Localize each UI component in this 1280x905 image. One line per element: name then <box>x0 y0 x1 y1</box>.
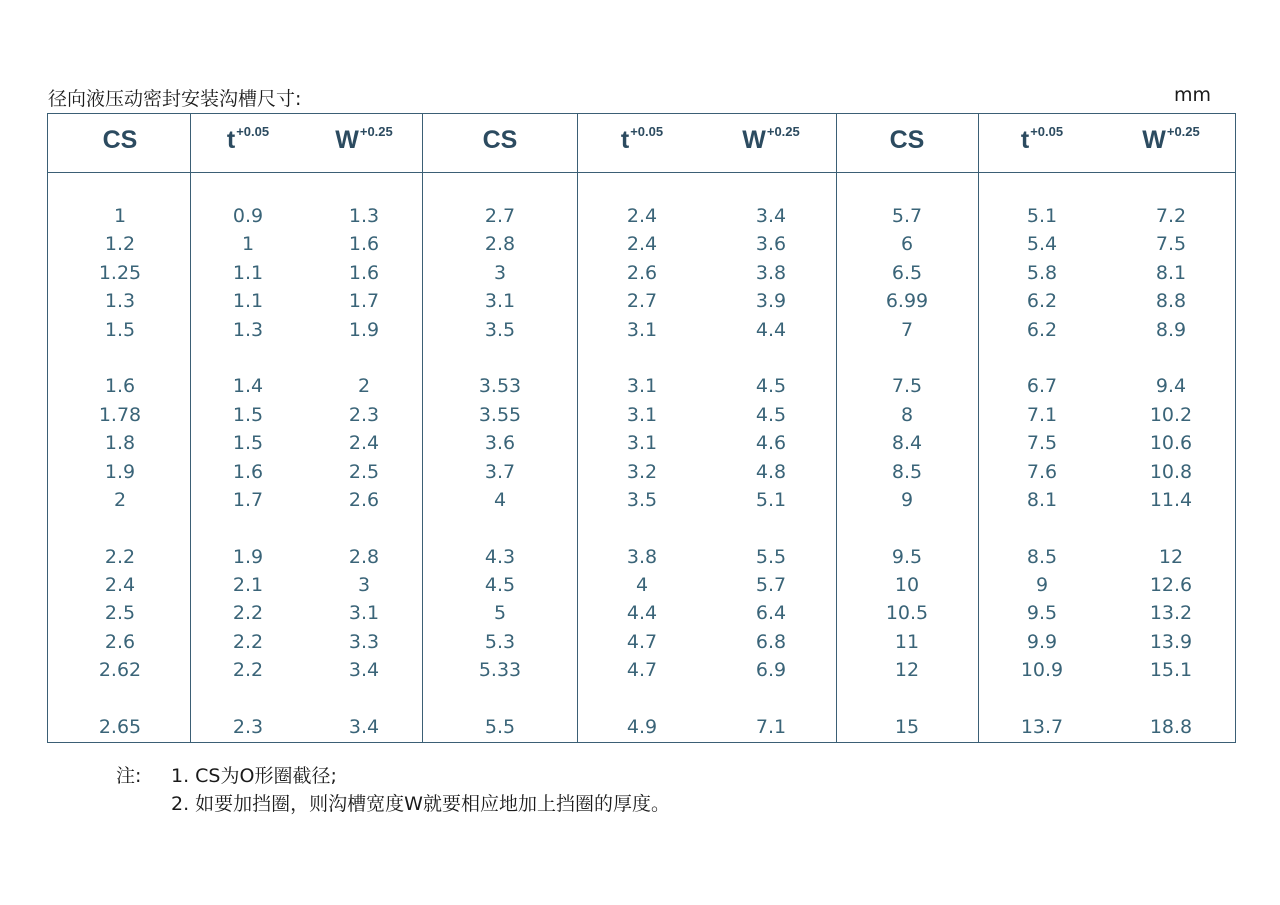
group-spacer <box>99 514 141 542</box>
table-cell: 1.9 <box>104 460 136 483</box>
table-cell: 3.9 <box>755 290 787 313</box>
table-cell: 6.8 <box>755 630 787 653</box>
table-cell: 3 <box>493 261 507 284</box>
table-cell: 2.6 <box>104 630 136 653</box>
table-cell: 3.1 <box>626 403 658 426</box>
table-cell: 1.6 <box>104 375 136 398</box>
table-cell: 2.2 <box>232 602 264 625</box>
table-cell: 4.5 <box>755 403 787 426</box>
table-cell: 15.1 <box>1149 659 1193 682</box>
table-cell: 4.3 <box>484 545 516 568</box>
table-cell: 5.1 <box>1026 205 1058 227</box>
table-cell: 7.2 <box>1155 205 1187 227</box>
table-cell: 6.5 <box>891 261 923 284</box>
header-cs: CS <box>482 126 518 154</box>
table-cell: 13.9 <box>1149 630 1193 653</box>
table-cell: 2.1 <box>232 574 264 597</box>
table-cell: 6 <box>900 233 914 256</box>
header-w: $W^{+0.25}$ <box>742 124 800 154</box>
notes-prefix: 注: <box>116 765 142 787</box>
column-w <box>349 202 379 741</box>
table-cell: 5.33 <box>478 659 522 682</box>
table-cell: 8.5 <box>891 460 923 483</box>
group-spacer <box>479 685 521 713</box>
table-cell: 2.4 <box>626 233 658 256</box>
table-cell: 1.6 <box>348 261 380 284</box>
group-spacer <box>886 685 928 713</box>
table-cell: 3.2 <box>626 460 658 483</box>
group-spacer <box>479 514 521 542</box>
column-w <box>756 202 786 741</box>
table-cell: 3.8 <box>755 261 787 284</box>
group-spacer <box>233 344 263 372</box>
header-w: $W^{+0.25}$ <box>335 124 393 154</box>
table-cell: 3 <box>357 574 371 597</box>
table-cell: 5.5 <box>755 545 787 568</box>
group-spacer <box>627 685 657 713</box>
table-cell: 2.2 <box>232 630 264 653</box>
table-cell: 1.9 <box>348 318 380 341</box>
table-cell: 13.2 <box>1149 602 1193 625</box>
table-cell: 4 <box>493 488 507 511</box>
column-divider <box>978 114 979 742</box>
table-cell: 3.7 <box>484 460 516 483</box>
table-cell: 1.7 <box>232 488 264 511</box>
table-cell: 6.99 <box>885 290 929 313</box>
table-cell: 3.5 <box>626 488 658 511</box>
group-spacer <box>627 514 657 542</box>
group-spacer <box>1021 685 1063 713</box>
table-cell: 6.2 <box>1026 290 1058 313</box>
table-cell: 1.3 <box>104 290 136 313</box>
table-cell: 6.2 <box>1026 318 1058 341</box>
header-t: $t^{+0.05}$ <box>620 124 664 154</box>
table-cell: 7.5 <box>891 375 923 398</box>
group-spacer <box>886 514 928 542</box>
table-cell: 10.6 <box>1149 432 1193 455</box>
table-cell: 2.4 <box>104 574 136 597</box>
header-t: $t^{+0.05}$ <box>1020 124 1064 154</box>
table-cell: 18.8 <box>1149 716 1193 739</box>
table-cell: 6.7 <box>1026 375 1058 398</box>
group-spacer <box>99 685 141 713</box>
table-cell: 2.3 <box>232 716 264 739</box>
unit-label: mm <box>1174 84 1212 106</box>
table-cell: 3.55 <box>478 403 522 426</box>
table-cell: 8 <box>900 403 914 426</box>
groove-dimension-table <box>47 113 1236 743</box>
table-caption: 径向液压动密封安装沟槽尺寸: <box>48 88 302 110</box>
group-spacer <box>99 344 141 372</box>
table-cell: 3.6 <box>484 432 516 455</box>
table-cell: 9.5 <box>1026 602 1058 625</box>
table-cell: 7 <box>900 318 914 341</box>
table-cell: 0.9 <box>232 205 264 227</box>
table-cell: 10.2 <box>1149 403 1193 426</box>
table-cell: 2.5 <box>348 460 380 483</box>
table-cell: 9.5 <box>891 545 923 568</box>
table-cell: 2.7 <box>626 290 658 313</box>
column-t <box>233 202 263 741</box>
table-cell: 1.6 <box>348 233 380 256</box>
table-cell: 2 <box>113 488 127 511</box>
table-cell: 2.7 <box>484 205 516 227</box>
table-cell: 5.5 <box>484 716 516 739</box>
table-cell: 2.2 <box>232 659 264 682</box>
table-cell: 8.8 <box>1155 290 1187 313</box>
table-cell: 4.6 <box>755 432 787 455</box>
note-line: 2. 如要加挡圈，则沟槽宽度W就要相应地加上挡圈的厚度。 <box>171 793 670 815</box>
table-cell: 3.1 <box>626 432 658 455</box>
table-cell: 7.5 <box>1026 432 1058 455</box>
table-cell: 3.5 <box>484 318 516 341</box>
table-cell: 1.7 <box>348 290 380 313</box>
header-t: $t^{+0.05}$ <box>226 124 270 154</box>
column-divider <box>422 114 423 742</box>
header-cs: CS <box>889 126 925 154</box>
group-spacer <box>349 685 379 713</box>
table-cell: 1.5 <box>232 432 264 455</box>
table-cell: 2.6 <box>348 488 380 511</box>
table-cell: 5 <box>493 602 507 625</box>
table-cell: 1.1 <box>232 290 264 313</box>
table-cell: 7.6 <box>1026 460 1058 483</box>
table-cell: 3.8 <box>626 545 658 568</box>
table-cell: 2.6 <box>626 261 658 284</box>
table-cell: 3.4 <box>348 659 380 682</box>
table-cell: 4.5 <box>755 375 787 398</box>
table-cell: 5.1 <box>755 488 787 511</box>
column-cs <box>886 202 928 741</box>
table-cell: 4.8 <box>755 460 787 483</box>
table-cell: 9 <box>900 488 914 511</box>
table-cell: 7.1 <box>1026 403 1058 426</box>
table-cell: 1.5 <box>104 318 136 341</box>
group-spacer <box>349 344 379 372</box>
column-divider <box>836 114 837 742</box>
table-cell: 8.5 <box>1026 545 1058 568</box>
table-cell: 1 <box>113 205 127 227</box>
table-cell: 4.7 <box>626 630 658 653</box>
table-cell: 3.53 <box>478 375 522 398</box>
header-cs: CS <box>102 126 138 154</box>
column-t <box>627 202 657 741</box>
column-divider <box>190 114 191 742</box>
table-cell: 10 <box>894 574 920 597</box>
table-cell: 8.9 <box>1155 318 1187 341</box>
table-cell: 7.1 <box>755 716 787 739</box>
group-spacer <box>886 344 928 372</box>
group-spacer <box>1150 514 1192 542</box>
group-spacer <box>756 344 786 372</box>
table-cell: 10.5 <box>885 602 929 625</box>
group-spacer <box>756 514 786 542</box>
table-cell: 2.4 <box>626 205 658 227</box>
table-cell: 3.1 <box>626 318 658 341</box>
table-cell: 9.4 <box>1155 375 1187 398</box>
table-cell: 1.1 <box>232 261 264 284</box>
table-cell: 9 <box>1035 574 1049 597</box>
table-cell: 2.4 <box>348 432 380 455</box>
table-cell: 1.25 <box>98 261 142 284</box>
table-cell: 2.2 <box>104 545 136 568</box>
table-cell: 8.1 <box>1155 261 1187 284</box>
table-cell: 6.9 <box>755 659 787 682</box>
table-cell: 5.7 <box>755 574 787 597</box>
header-divider <box>48 172 1235 173</box>
group-spacer <box>1021 344 1063 372</box>
note-line: 1. CS为O形圈截径; <box>171 765 337 787</box>
table-cell: 1.5 <box>232 403 264 426</box>
table-cell: 5.3 <box>484 630 516 653</box>
group-spacer <box>1150 344 1192 372</box>
table-cell: 1.3 <box>348 205 380 227</box>
group-spacer <box>627 344 657 372</box>
table-cell: 1.3 <box>232 318 264 341</box>
table-cell: 1.78 <box>98 403 142 426</box>
table-cell: 1.2 <box>104 233 136 256</box>
table-cell: 15 <box>894 716 920 739</box>
table-cell: 1.6 <box>232 460 264 483</box>
table-cell: 13.7 <box>1020 716 1064 739</box>
group-spacer <box>479 344 521 372</box>
table-cell: 12.6 <box>1149 574 1193 597</box>
column-divider <box>577 114 578 742</box>
group-spacer <box>233 685 263 713</box>
table-cell: 1.4 <box>232 375 264 398</box>
header-w: $W^{+0.25}$ <box>1142 124 1200 154</box>
table-cell: 12 <box>894 659 920 682</box>
table-cell: 11.4 <box>1149 488 1193 511</box>
table-cell: 4.5 <box>484 574 516 597</box>
table-cell: 1.9 <box>232 545 264 568</box>
table-cell: 2 <box>357 375 371 398</box>
table-cell: 4.4 <box>626 602 658 625</box>
table-cell: 8.1 <box>1026 488 1058 511</box>
table-cell: 5.8 <box>1026 261 1058 284</box>
table-cell: 2.8 <box>484 233 516 256</box>
table-cell: 6.4 <box>755 602 787 625</box>
table-cell: 2.65 <box>98 716 142 739</box>
column-t <box>1021 202 1063 741</box>
table-cell: 9.9 <box>1026 630 1058 653</box>
table-cell: 2.62 <box>98 659 142 682</box>
table-cell: 5.4 <box>1026 233 1058 256</box>
table-cell: 3.1 <box>348 602 380 625</box>
table-cell: 4.4 <box>755 318 787 341</box>
table-cell: 4.7 <box>626 659 658 682</box>
table-cell: 3.4 <box>348 716 380 739</box>
column-w <box>1150 202 1192 741</box>
table-cell: 4.9 <box>626 716 658 739</box>
table-cell: 3.6 <box>755 233 787 256</box>
table-cell: 12 <box>1158 545 1184 568</box>
table-cell: 1 <box>241 233 255 256</box>
table-cell: 3.3 <box>348 630 380 653</box>
table-cell: 2.3 <box>348 403 380 426</box>
table-cell: 2.8 <box>348 545 380 568</box>
table-cell: 7.5 <box>1155 233 1187 256</box>
group-spacer <box>756 685 786 713</box>
table-cell: 3.4 <box>755 205 787 227</box>
table-cell: 8.4 <box>891 432 923 455</box>
column-cs <box>99 202 141 741</box>
table-cell: 1.8 <box>104 432 136 455</box>
group-spacer <box>349 514 379 542</box>
group-spacer <box>1021 514 1063 542</box>
table-cell: 10.9 <box>1020 659 1064 682</box>
table-cell: 10.8 <box>1149 460 1193 483</box>
group-spacer <box>1150 685 1192 713</box>
group-spacer <box>233 514 263 542</box>
table-cell: 11 <box>894 630 920 653</box>
table-cell: 3.1 <box>484 290 516 313</box>
table-cell: 3.1 <box>626 375 658 398</box>
table-cell: 2.5 <box>104 602 136 625</box>
table-cell: 5.7 <box>891 205 923 227</box>
column-cs <box>479 202 521 741</box>
table-cell: 4 <box>635 574 649 597</box>
